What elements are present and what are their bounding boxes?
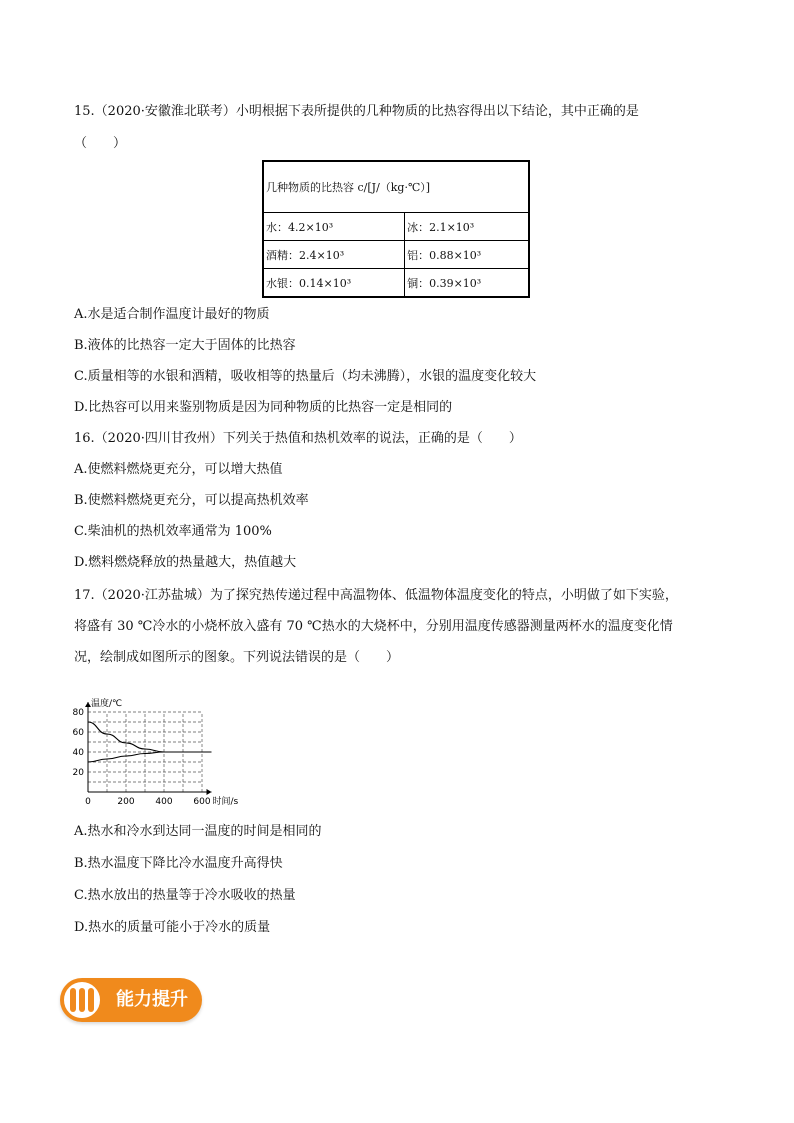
q16-option-a: A.使燃料燃烧更充分，可以增大热值 <box>74 462 283 477</box>
q16-option-b: B.使燃料燃烧更充分，可以提高热机效率 <box>74 493 309 508</box>
x-axis-label: 时间/s <box>212 797 239 807</box>
y-axis-label: 温度/℃ <box>91 699 123 709</box>
temperature-time-chart <box>66 680 256 810</box>
y-tick-label: 20 <box>72 768 84 778</box>
q17-stem-line-1: 17.（2020·江苏盐城）为了探究热传递过程中高温物体、低温物体温度变化的特点，小明做了如下实验， <box>74 588 678 603</box>
q17-option-d: D.热水的质量可能小于冷水的质量 <box>74 920 271 935</box>
q16-option-d: D.燃料燃烧释放的热量越大，热值越大 <box>74 555 297 570</box>
q17-option-b: B.热水温度下降比冷水温度升高得快 <box>74 856 283 871</box>
q16-stem: 16.（2020·四川甘孜州）下列关于热值和热机效率的说法，正确的是（ ） <box>74 431 522 446</box>
section-badge-label: 能力提升 <box>116 989 188 1010</box>
q15-option-c: C.质量相等的水银和酒精，吸收相等的热量后（均未沸腾），水银的温度变化较大 <box>74 369 537 384</box>
specific-heat-table <box>262 160 530 298</box>
series-line-0 <box>88 722 212 752</box>
q17-stem-line-2: 将盛有 30 ℃冷水的小烧杯放入盛有 70 ℃热水的大烧杯中，分别用温度传感器测量两杯水的温度变化情 <box>74 619 673 634</box>
q15-option-d: D.比热容可以用来鉴别物质是因为同种物质的比热容一定是相同的 <box>74 400 453 415</box>
section-badge <box>60 978 202 1022</box>
x-tick-label: 600 <box>193 797 211 807</box>
q17-stem-line-3: 况，绘制成如图所示的图象。下列说法错误的是（ ） <box>74 650 400 665</box>
q17-option-a: A.热水和冷水到达同一温度的时间是相同的 <box>74 824 322 839</box>
table-cell: 铜：0.39×10³ <box>405 269 529 298</box>
y-tick-label: 80 <box>72 708 84 718</box>
y-tick-label: 40 <box>72 748 84 758</box>
x-tick-label: 400 <box>155 797 173 807</box>
x-tick-label: 0 <box>85 797 91 807</box>
table-cell: 水：4.2×10³ <box>263 213 405 241</box>
table-cell: 冰：2.1×10³ <box>405 213 529 241</box>
q16-option-c: C.柴油机的热机效率通常为 100% <box>74 524 272 539</box>
series-line-1 <box>88 752 212 762</box>
q15-stem: 15.（2020·安徽淮北联考）小明根据下表所提供的几种物质的比热容得出以下结论，其中正确的是 <box>74 104 639 119</box>
x-tick-label: 200 <box>117 797 135 807</box>
x-axis-arrow <box>207 789 212 795</box>
books-icon <box>62 980 102 1020</box>
table-cell: 铝：0.88×10³ <box>405 241 529 269</box>
y-tick-label: 60 <box>72 728 84 738</box>
table-cell: 酒精：2.4×10³ <box>263 241 405 269</box>
table-cell: 水银：0.14×10³ <box>263 269 405 298</box>
q17-option-c: C.热水放出的热量等于冷水吸收的热量 <box>74 888 296 903</box>
q15-option-b: B.液体的比热容一定大于固体的比热容 <box>74 338 296 353</box>
q15-answer-paren: （ ） <box>74 136 127 151</box>
table-title: 几种物质的比热容 c/[J/（kg·℃）] <box>263 161 529 213</box>
q15-option-a: A.水是适合制作温度计最好的物质 <box>74 307 270 322</box>
